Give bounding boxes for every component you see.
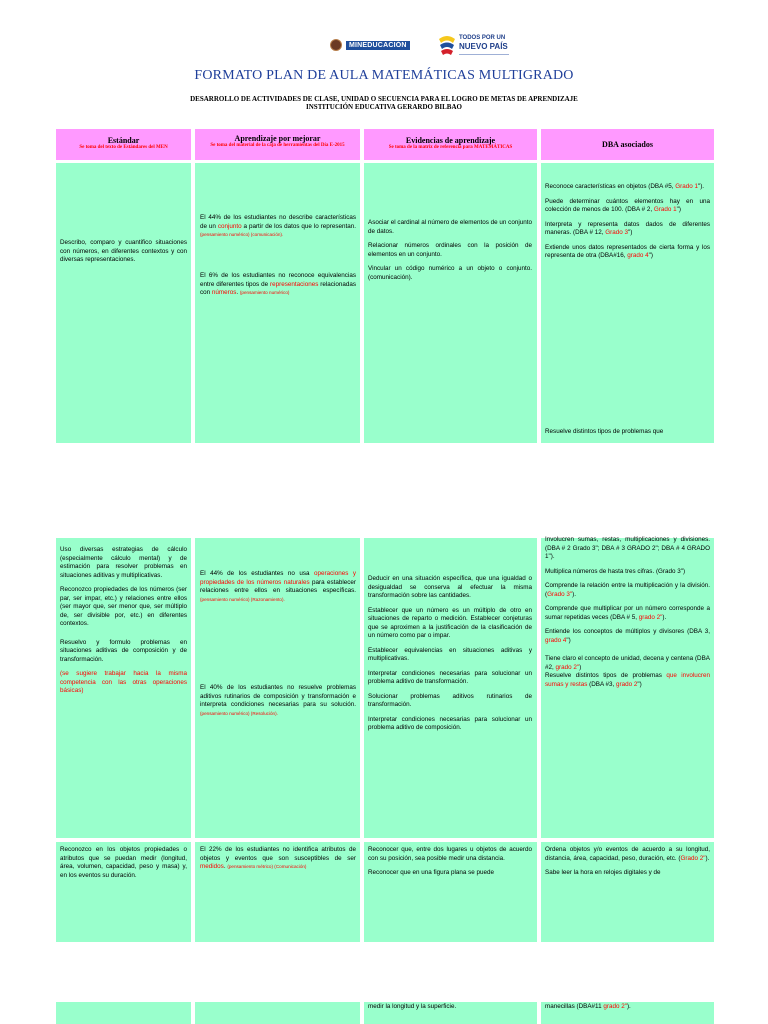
header-logos bbox=[0, 30, 768, 64]
text-run: ) bbox=[579, 663, 582, 671]
dba-item bbox=[545, 655, 710, 689]
dba-item: Sabe leer la hora en relojes digitales y de bbox=[545, 869, 661, 876]
evidencia-item: Interpretar condiciones necesarias para solucionar un problema aditivo de transformación. bbox=[368, 669, 532, 685]
text-run: (pensamiento numérico) (comunicación). bbox=[200, 232, 284, 237]
text-run: Ordena objetos y/o eventos de acuerdo a su longitud, distancia, área, capacidad, peso, duración, etc. ( bbox=[545, 846, 710, 862]
text-run: (pensamiento numérico) (Resolución). bbox=[200, 710, 278, 716]
todos-por-un-text: TODOS POR UN bbox=[459, 35, 506, 41]
header-evidencias bbox=[364, 129, 537, 160]
row3-aprendizaje-text bbox=[200, 846, 356, 872]
text-run: ). bbox=[626, 1003, 631, 1010]
row2-aprendizaje-b bbox=[200, 684, 356, 718]
text-run: manecillas (DBA#11 bbox=[545, 1003, 604, 1010]
header-aprendizaje-title: Aprendizaje por mejorar bbox=[234, 134, 321, 143]
dba-item bbox=[545, 568, 710, 577]
text-run: ") bbox=[566, 636, 571, 644]
text-run: operaciones y propiedades de los números naturales bbox=[200, 570, 356, 586]
text-run: ). bbox=[705, 854, 710, 862]
text-run: Grado 1 bbox=[653, 206, 677, 213]
dba-item bbox=[545, 244, 710, 261]
text-run: Resuelve distintos tipos de problemas bbox=[545, 672, 667, 679]
text-run: Reconoce características en objetos (DBA #5, bbox=[545, 183, 676, 190]
row1-aprendizaje-b bbox=[200, 272, 356, 298]
evidencia-item: Solucionar problemas aditivos rutinarios de transformación. bbox=[368, 692, 532, 708]
row3-evidencias-cell bbox=[364, 842, 537, 942]
text-run: grado 4 bbox=[627, 252, 649, 259]
text-run: ") bbox=[637, 680, 642, 688]
row1-aprendizaje-a bbox=[200, 214, 356, 240]
text-run: Comprende la relación entre la multiplicación y la división. ( bbox=[545, 582, 710, 598]
colombia-seal-icon bbox=[330, 39, 342, 51]
header-evidencias-title: Evidencias de aprendizaje bbox=[405, 136, 496, 145]
row2-dba-cell bbox=[541, 538, 714, 838]
text-run: números bbox=[211, 289, 237, 296]
text-run: medidos bbox=[200, 863, 224, 870]
row3-dba-cell bbox=[541, 842, 714, 942]
row4-estandar-cell bbox=[56, 1002, 191, 1024]
row4-aprendizaje-cell bbox=[195, 1002, 360, 1024]
row1-estandar-cell bbox=[56, 163, 191, 443]
row2-aprendizaje-cell bbox=[195, 538, 360, 838]
dba-item bbox=[545, 183, 710, 192]
evidencia-item: Reconocer que, entre dos lugares u objetos de acuerdo con su posición, sea posible medir una distancia. bbox=[368, 846, 532, 862]
estandar-item: Reconozco propiedades de los números (ser par, ser impar, etc.) y relaciones entre ellos (ser mayor que, ser menor que, ser múltiplo de, ser divisible por, etc.) en diferentes contextos. bbox=[60, 586, 187, 627]
text-run: Puede determinar cuántos elementos hay en una colección de menos de 100. (DBA # 2, bbox=[545, 197, 710, 213]
dba-item bbox=[545, 198, 710, 215]
nuevo-pais-mark-icon bbox=[437, 33, 457, 59]
page-subtitle bbox=[0, 95, 768, 111]
row1-dba-cell bbox=[541, 163, 714, 443]
text-run: El 40% de los estudiantes no resuelve problemas aditivos rutinarios de composición y transformación e interpreta condiciones necesarias para su solución. bbox=[200, 684, 356, 708]
dba-item bbox=[545, 221, 710, 238]
text-run: (pensamiento numérico) bbox=[239, 290, 290, 295]
row1-evidencias-cell bbox=[364, 163, 537, 443]
dba-item: Involucren sumas, restas, multiplicaciones y divisiones. (DBA # 2 Grado 3"; DBA # 3 GRADO 2"; DBA # 4 GRADO 1"). bbox=[545, 536, 710, 560]
row1-dba-text bbox=[545, 183, 710, 267]
text-run: (pensamiento numérico) (Razonamiento). bbox=[200, 596, 285, 602]
text-run: grado 2 bbox=[616, 680, 638, 688]
row1-dba-tail: Resuelve distintos tipos de problemas que bbox=[545, 428, 664, 435]
text-run: El 44% de los estudiantes no describe características de un bbox=[200, 214, 356, 230]
text-run: . bbox=[236, 289, 240, 296]
dba-item bbox=[545, 582, 710, 599]
row4-dba-cell bbox=[541, 1002, 714, 1024]
row2-evidencias-text bbox=[368, 575, 532, 739]
text-run: Entiende los conceptos de múltiplos y divisores (DBA 3, bbox=[545, 628, 710, 635]
dba-item bbox=[545, 846, 710, 863]
text-run: representaciones bbox=[270, 280, 319, 288]
row2-dba-text bbox=[545, 536, 710, 695]
mineducacion-logo bbox=[330, 38, 420, 52]
evidencia-item: Deducir en una situación específica, que una igualdad o desigualdad se conserva al efectuar la misma transformación sobre las cantidades. bbox=[368, 575, 532, 599]
text-run: que involucren sumas y restas bbox=[545, 672, 710, 688]
text-run: grado 2" bbox=[555, 663, 580, 671]
evidencia-item: Reconocer que en una figura plana se puede bbox=[368, 869, 495, 876]
row4-evidencias-cell bbox=[364, 1002, 537, 1024]
text-run: ") bbox=[627, 229, 633, 236]
estandar-item: Resuelvo y formulo problemas en situaciones aditivas de composición y de transformación. bbox=[60, 638, 187, 663]
estandar-item: Uso diversas estrategias de cálculo (especialmente cálculo mental) y de estimación para resolver problemas en situaciones aditivas y multiplicativas. bbox=[60, 546, 187, 579]
row2-aprendizaje-a bbox=[200, 570, 356, 604]
text-run: Tiene claro el concepto de unidad, decena y centena (DBA #2, bbox=[545, 655, 710, 671]
todos-por-un-nuevo-pais-logo bbox=[437, 31, 517, 63]
text-run: El 44% de los estudiantes no usa bbox=[200, 570, 315, 577]
text-run: Grado 3" bbox=[547, 590, 573, 598]
text-run: grado 4 bbox=[545, 636, 567, 644]
text-run: (pensamiento métrico) (Comunicación) bbox=[227, 864, 307, 869]
text-run: a partir de los datos que lo representan. bbox=[241, 222, 356, 230]
header-estandar-title: Estándar bbox=[107, 136, 140, 145]
dba-item bbox=[545, 605, 710, 622]
nuevo-pais-text: NUEVO PAÍS bbox=[459, 42, 508, 51]
text-run: (DBA #3, bbox=[587, 680, 617, 688]
row4-dba-text bbox=[545, 1003, 710, 1012]
row3-evidencias-text bbox=[368, 846, 532, 884]
text-run: Comprende que multiplicar por un número corresponde a sumar repetidas veces (DBA # 5, bbox=[545, 605, 710, 621]
text-run: para establecer relaciones entre ellos en situaciones específicas. bbox=[200, 578, 357, 594]
row3-aprendizaje-cell bbox=[195, 842, 360, 942]
row2-estandar-text bbox=[60, 546, 187, 702]
evidencia-item: Vincular un código numérico a un objeto o conjunto. (comunicación). bbox=[368, 265, 532, 281]
text-run: relacionadas con bbox=[200, 280, 356, 296]
text-run: El 22% de los estudiantes no identifica atributos de objetos y eventos que son susceptibles de ser bbox=[200, 846, 356, 862]
header-evidencias-note: Se toma de la matriz de referencia para MATEMÁTICAS bbox=[388, 145, 513, 150]
row4-evidencia-text: medir la longitud y la superficie. bbox=[368, 1003, 457, 1010]
row2-estandar-cell bbox=[56, 538, 191, 838]
text-run: Multiplica números de hasta tres cifras. (Grado 3") bbox=[545, 567, 686, 575]
text-run: "). bbox=[697, 183, 705, 190]
mineducacion-text: MINEDUCACIÓN bbox=[346, 41, 410, 50]
evidencia-item: Asociar el cardinal al número de elementos de un conjunto de datos. bbox=[368, 219, 532, 235]
text-run: grado 2" bbox=[603, 1003, 627, 1010]
header-estandar bbox=[56, 129, 191, 160]
header-aprendizaje-note: Se toma del material de la caja de herramientas del Día E-2015 bbox=[210, 143, 345, 148]
header-dba bbox=[541, 129, 714, 160]
text-run: Grado 2" bbox=[680, 854, 706, 862]
text-run: El 6% de los estudiantes no reconoce equivalencias entre diferentes tipos de bbox=[200, 272, 356, 288]
header-estandar-note: Se toma del texto de Estándares del MEN bbox=[79, 145, 168, 150]
text-run: Extiende unos datos representados de cierta forma y los representa de otra (DBA#16, bbox=[545, 243, 710, 259]
evidencia-item: Relacionar números ordinales con la posición de elementos en un conjunto. bbox=[368, 242, 532, 258]
evidencia-item: Establecer equivalencias en situaciones aditivas y multiplicativas. bbox=[368, 646, 532, 662]
row3-dba-text bbox=[545, 846, 710, 884]
row3-estandar-text: Reconozco en los objetos propiedades o atributos que se puedan medir (longitud, área, volumen, capacidad, peso y masa) y, en los eventos su duración. bbox=[60, 846, 187, 879]
dba-item bbox=[545, 628, 710, 645]
evidencia-item: Interpretar condiciones necesarias para solucionar un problema aditivo de composición. bbox=[368, 715, 532, 731]
row1-estandar-text: Describo, comparo y cuantifico situaciones con números, en diferentes contextos y con diversas representaciones. bbox=[60, 239, 187, 263]
text-run: ). bbox=[572, 590, 576, 598]
estandar-suggestion: (se sugiere trabajar hacia la misma competencia con las otras operaciones básicas) bbox=[60, 670, 187, 694]
text-run: . bbox=[223, 863, 228, 870]
text-run: conjunto bbox=[217, 222, 242, 230]
row1-aprendizaje-cell bbox=[195, 163, 360, 443]
text-run: ). bbox=[662, 613, 667, 621]
text-run: ") bbox=[648, 252, 653, 259]
subtitle-line-1: DESARROLLO DE ACTIVIDADES DE CLASE, UNIDAD O SECUENCIA PARA EL LOGRO DE METAS DE APRENDIZAJE bbox=[190, 95, 578, 103]
row1-evidencias-text bbox=[368, 219, 532, 288]
text-run: ") bbox=[676, 206, 681, 213]
text-run: Interpreta y representa datos dados de diferentes maneras. (DBA # 12, bbox=[545, 220, 710, 236]
row2-evidencias-cell bbox=[364, 538, 537, 838]
header-aprendizaje bbox=[195, 129, 360, 160]
header-dba-title: DBA asociados bbox=[602, 140, 653, 149]
logo-divider bbox=[459, 54, 509, 55]
evidencia-item: Establecer que un número es un múltiplo de otro en situaciones de reparto o medición. Establecer conjeturas que se aproximen a la justificación de la clasificación de un número como par o impar. bbox=[368, 606, 532, 639]
subtitle-line-2: INSTITUCIÓN EDUCATIVA GERARDO BILBAO bbox=[306, 103, 462, 111]
row3-estandar-cell bbox=[56, 842, 191, 942]
page-title: FORMATO PLAN DE AULA MATEMÁTICAS MULTIGRADO bbox=[194, 68, 574, 83]
text-run: Grado 3 bbox=[605, 229, 628, 236]
text-run: grado 2" bbox=[638, 613, 663, 621]
text-run: Grado 1 bbox=[675, 183, 698, 190]
